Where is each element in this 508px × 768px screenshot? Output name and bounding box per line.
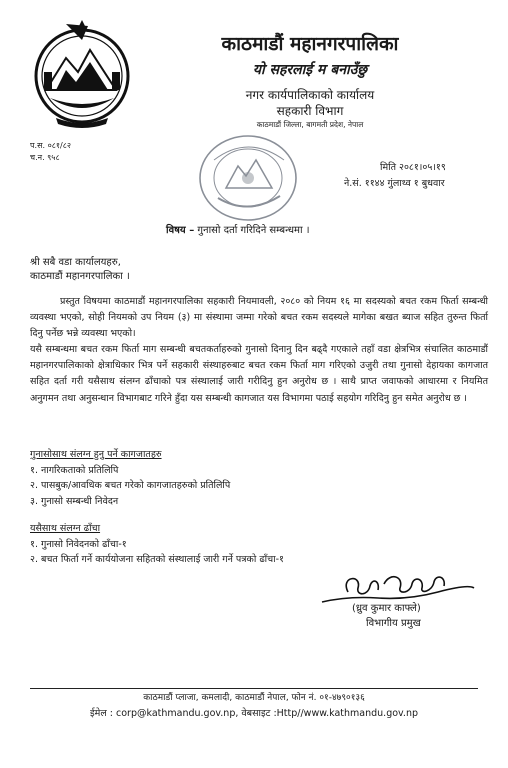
department-name: सहकारी विभाग bbox=[276, 104, 344, 118]
date-line: मिति २०८१।०५।१९ bbox=[380, 162, 446, 173]
list-item: २. बचत फिर्ता गर्ने कार्ययोजना सहितको संस्थालाई जारी गर्ने पत्रको ढाँचा-१ bbox=[30, 554, 284, 565]
nepal-sambat-date: ने.सं. ११४४ गुंलाथ्व १ बुधवार bbox=[344, 178, 445, 189]
office-location: काठमाडौं जिल्ला, बागमती प्रदेश, नेपाल bbox=[256, 120, 364, 129]
office-stamp-icon bbox=[196, 130, 300, 226]
reference-ps: प.स. ०८१/८२ bbox=[30, 141, 72, 150]
org-slogan: यो सहरलाई म बनाउँछु bbox=[252, 62, 368, 78]
footer-divider bbox=[30, 688, 478, 689]
emblem-logo-icon bbox=[26, 18, 138, 130]
list-item: ३. गुनासो सम्बन्धी निवेदन bbox=[30, 495, 119, 507]
org-title: काठमाडौं महानगरपालिका bbox=[221, 33, 399, 55]
addressee-line-1: श्री सबै वडा कार्यालयहरु, bbox=[30, 257, 121, 268]
signatory-title: विभागीय प्रमुख bbox=[366, 618, 421, 629]
required-documents-heading: गुनासोसाथ संलग्न हुनु पर्ने कागजातहरु bbox=[30, 449, 162, 460]
addressee-line-2: काठमाडौं महानगरपालिका । bbox=[30, 271, 130, 282]
reference-cn: च.न. ९५८ bbox=[30, 153, 60, 162]
signatory-name: (ध्रुव कुमार काफ्ले) bbox=[352, 603, 421, 614]
required-documents-list bbox=[30, 447, 230, 509]
enclosed-formats-list bbox=[30, 521, 284, 568]
footer-address: काठमाडौं प्लाजा, कमलादी, काठमाडौं नेपाल, फोन नं. ०१-४७९०१३६ bbox=[143, 693, 365, 703]
office-name: नगर कार्यपालिकाको कार्यालय bbox=[245, 88, 375, 102]
footer-contact: ईमेल : corp@kathmandu.gov.np, वेबसाइट :Http//www.kathmandu.gov.np bbox=[89, 708, 419, 719]
list-item: १. नागरिकताको प्रतिलिपि bbox=[30, 464, 119, 476]
subject-line bbox=[166, 222, 310, 236]
list-item: १. गुनासो निवेदनको ढाँचा-१ bbox=[30, 538, 127, 550]
list-item: २. पासबुक/आवधिक बचत गरेको कागजातहरुको प्रतिलिपि bbox=[30, 480, 231, 491]
subject-text: गुनासो दर्ता गरिदिने सम्बन्धमा । bbox=[197, 225, 310, 236]
body-paragraph-1: प्रस्तुत विषयमा काठमाडौं महानगरपालिका सहकारी नियमावली, २०८० को नियम १६ मा सदस्यको बचत रकम फिर्ता सम्बन्धी व्यवस्था भएको, सोही नियमको उप नियम (३) मा संस्थामा जम्मा गरेको बचत रकम सदस्यले मागेका बखत ब्याज सहित तुरुन्त फिर्ता दिनु पर्नेछ भन्ने व्यवस्था भएको। bbox=[30, 296, 488, 340]
body-paragraph-2: यसै सम्बन्धमा बचत रकम फिर्ता माग सम्बन्धी बचतकर्ताहरुको गुनासो दिनानु दिन बढ्दै गएकाले तहाँ वडा क्षेत्रभित्र संचालित काठमाडौं महानगरपालिकाको क्षेत्राधिकार भित्र पर्ने सहकारी संस्थाहरुबाट बचत रकम फिर्ता माग गरिएको उजुरी तथा गुनासो देहायका कागजात सहित दर्ता गरी यसैसाथ संलग्न ढाँचाको पत्र संस्थालाई जारी गरीदिनु हुन अनुरोध छ । साथै प्राप्त जवाफको आधारमा र नियमित अनुगमन तथा अनुसन्धान विभागबाट गरिने हुँदा यस सम्बन्धी कागजात यस विभागमा पठाई सहयोग गरिदिनु हुन समेत अनुरोध छ । bbox=[30, 344, 488, 404]
enclosed-formats-heading: यसैसाथ संलग्न ढाँचा bbox=[30, 523, 101, 534]
subject-label: विषय – bbox=[166, 225, 195, 236]
